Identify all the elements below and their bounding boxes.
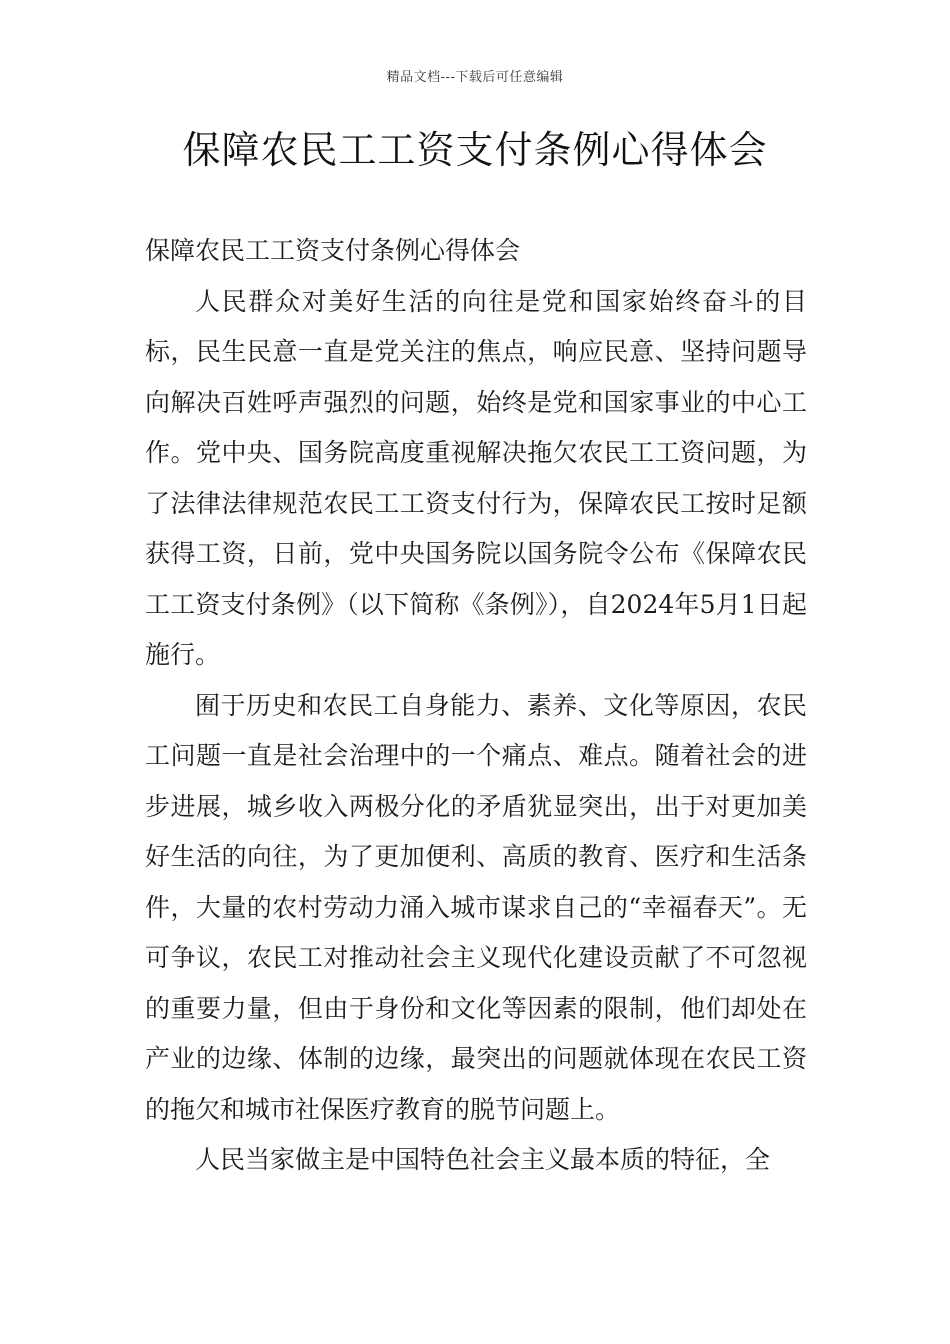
paragraph: 人民群众对美好生活的向往是党和国家始终奋斗的目标，民生民意一直是党关注的焦点，响应民意、坚持问题导向解决百姓呼声强烈的问题，始终是党和国家事业的中心工作。党中央、国务院高度重视解决拖欠农民工工资问题，为了法律法律规范农民工工资支付行为，保障农民工按时足额获得工资，日前，党中央国务院以国务院令公布《保障农民工工资支付条例》（以下简称《条例》），自2024年5月1日起施行。 [145,286,807,669]
document-title: 保障农民工工资支付条例心得体会 [182,128,768,172]
document-body [145,226,807,1186]
header-note: 精品文档---下载后可任意编辑 [386,70,564,85]
paragraph: 囿于历史和农民工自身能力、素养、文化等原因，农民工问题一直是社会治理中的一个痛点、难点。随着社会的进步进展，城乡收入两极分化的矛盾犹显突出，出于对更加美好生活的向往，为了更加便利、高质的教育、医疗和生活条件，大量的农村劳动力涌入城市谋求自己的“幸福春天”。无可争议，农民工对推动社会主义现代化建设贡献了不可忽视的重要力量，但由于身份和文化等因素的限制，他们却处在产业的边缘、体制的边缘，最突出的问题就体现在农民工资的拖欠和城市社保医疗教育的脱节问题上。 [145,690,807,1124]
paragraph: 人民当家做主是中国特色社会主义最本质的特征，全 [195,1145,771,1174]
document-subtitle: 保障农民工工资支付条例心得体会 [145,236,521,265]
